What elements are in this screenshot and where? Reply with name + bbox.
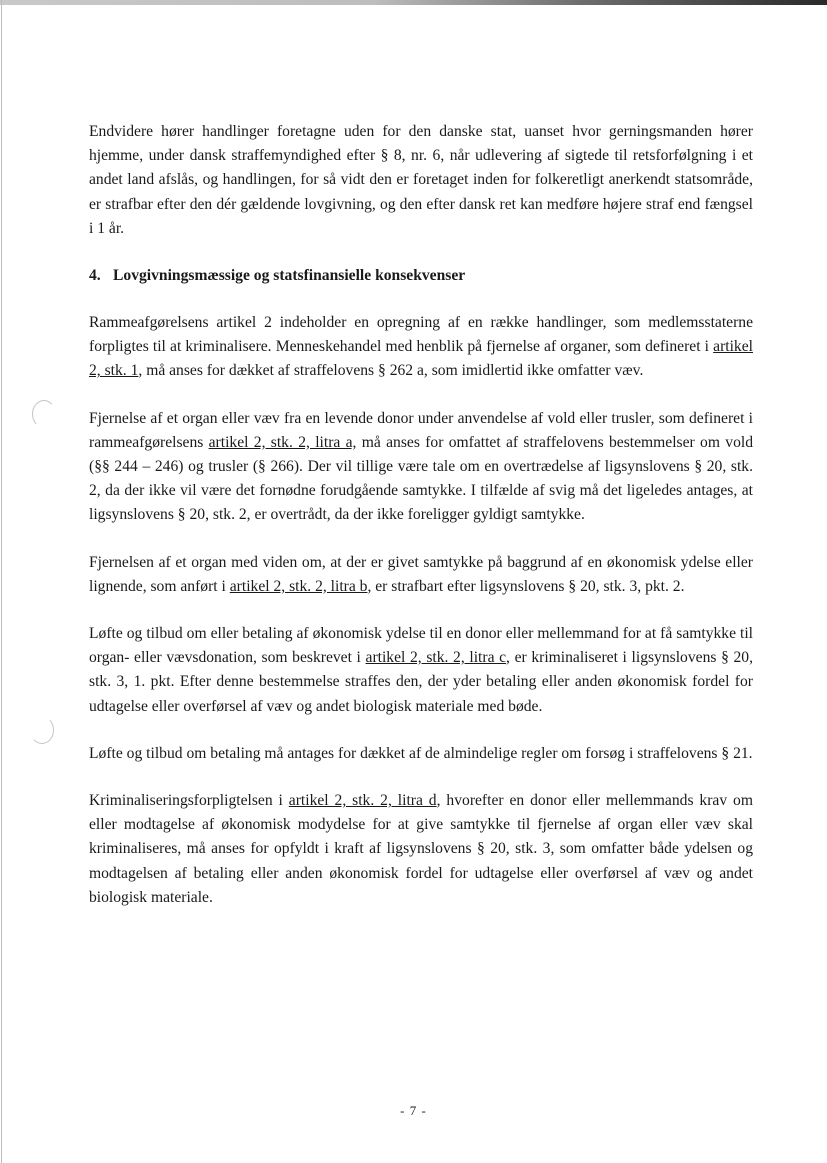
article-reference: artikel 2, stk. 2, litra b: [229, 577, 368, 595]
article-reference: artikel 2, stk. 1: [89, 338, 753, 380]
paragraph: [89, 311, 753, 384]
section-title: Lovgivningsmæssige og statsfinansielle konsekvenser: [113, 267, 466, 285]
article-reference: artikel 2, stk. 2, litra d: [288, 792, 437, 810]
paragraph: [89, 789, 753, 910]
paragraph: [89, 622, 753, 719]
paragraph: [89, 407, 753, 528]
paragraph-text: , må anses for dækket af straffelovens § 262 a, som imidlertid ikke omfatter væv.: [138, 362, 644, 380]
punch-hole-mark: [32, 400, 56, 428]
paragraph-text: , er kriminaliseret i ligsynslovens § 20, stk. 3, 1. pkt. Efter denne bestemmelse straffes den, der yder betaling eller anden økonomisk fordel for udtagelse eller overførsel af væv og andet biologisk materiale med bøde.: [89, 649, 753, 715]
article-reference: artikel 2, stk. 2, litra a,: [208, 433, 357, 451]
section-number: 4.: [89, 267, 101, 285]
paragraph-text: Løfte og tilbud om eller betaling af økonomisk ydelse til en donor eller mellemmand for at få samtykke til organ- eller vævsdonation, som beskrevet i: [89, 625, 753, 667]
section-body: [89, 311, 753, 910]
paragraph-text: Kriminaliseringsforpligtelsen i: [89, 792, 289, 810]
section-heading: [89, 264, 753, 288]
paragraph-text: Fjernelse af et organ eller væv fra en levende donor under anvendelse af vold eller trusler, som defineret i rammeafgørelsens: [89, 409, 753, 451]
paragraph-text: , er strafbart efter ligsynslovens § 20, stk. 3, pkt. 2.: [367, 577, 685, 595]
paragraph-text: Rammeafgørelsens artikel 2 indeholder en opregning af en række handlinger, som medlemsstaterne forpligtes til at kriminalisere. Menneskehandel med henblik på fjernelse af organer, som defineret i: [89, 314, 753, 356]
paragraph-text: Fjernelsen af et organ med viden om, at der er givet samtykke på baggrund af en økonomisk ydelse eller lignende, som anført i: [89, 553, 753, 595]
punch-hole-mark: [30, 716, 54, 744]
paragraph-text: Endvidere hører handlinger foretagne uden for den danske stat, uanset hvor gerningsmanden hører hjemme, under dansk straffemyndighed efter § 8, nr. 6, når udlevering af sigtede til retsforfølgning i et andet land afslås, og handlingen, for så vidt den er foretaget inden for folkeretligt anerkendt statsområde, er strafbar efter den dér gældende lovgivning, og den efter dansk ret kan medføre højere straf end fængsel i 1 år.: [89, 123, 753, 237]
paragraph: [89, 120, 753, 241]
article-reference: artikel 2, stk. 2, litra c: [365, 649, 507, 667]
scan-left-edge: [1, 0, 2, 1163]
paragraph-text: , hvorefter en donor eller mellemmands krav om eller modtagelse af økonomisk modydelse for at give samtykke til fjernelse af organ eller væv skal kriminaliseres, må anses for opfyldt i kraft af ligsynslovens § 20, stk. 3, som omfatter både ydelsen og modtagelsen af betaling eller anden økonomisk fordel for udtagelse eller overførsel af væv og andet biologisk materiale.: [89, 792, 753, 906]
document-page: [89, 120, 753, 933]
paragraph-text: Løfte og tilbud om betaling må antages for dækket af de almindelige regler om forsøg i straffelovens § 21.: [89, 744, 753, 762]
paragraph-text: må anses for omfattet af straffelovens bestemmelser om vold (§§ 244 – 246) og trusler (§ 266). Der vil tillige være tale om en overtrædelse af ligsynslovens § 20, stk. 2, da der ikke vil være det fornødne forudgående samtykke. I tilfælde af svig må det ligeledes antages, at ligsynslovens § 20, stk. 2, er overtrådt, da der ikke foreligger gyldigt samtykke.: [89, 433, 753, 524]
scan-top-edge: [0, 0, 827, 5]
intro-section: [89, 120, 753, 241]
paragraph: [89, 742, 753, 766]
page-number: - 7 -: [400, 1103, 427, 1118]
paragraph: [89, 551, 753, 599]
